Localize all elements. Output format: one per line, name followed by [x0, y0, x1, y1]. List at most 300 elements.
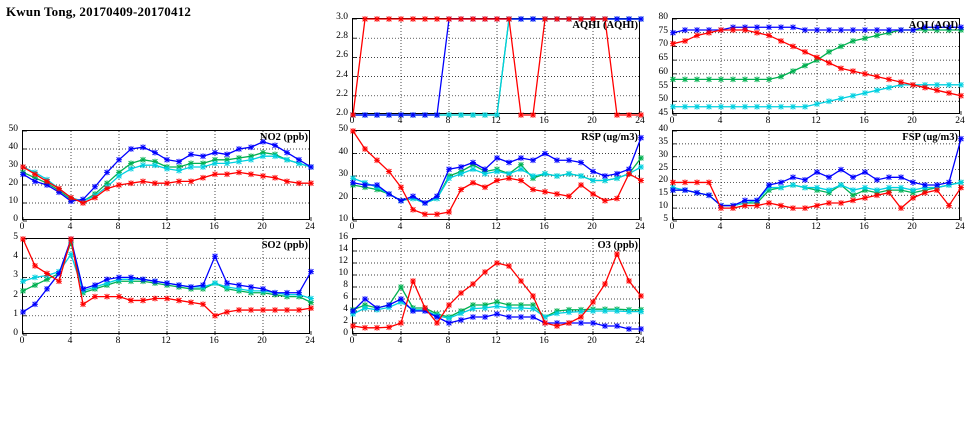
data-marker	[874, 87, 880, 93]
data-marker	[754, 76, 760, 82]
axis-tick-label-x: 16	[209, 336, 219, 346]
data-marker	[296, 157, 302, 163]
data-marker	[706, 76, 712, 82]
data-marker	[32, 282, 38, 288]
data-marker	[850, 93, 856, 99]
data-marker	[272, 153, 278, 159]
data-marker	[706, 192, 712, 198]
data-marker	[542, 151, 548, 157]
data-marker	[362, 305, 368, 311]
data-marker	[470, 314, 476, 320]
axis-tick-label-y: 40	[658, 124, 668, 134]
data-marker	[212, 313, 218, 319]
data-marker	[670, 180, 676, 186]
axis-tick-label-y: 30	[338, 169, 348, 179]
data-marker	[188, 179, 194, 185]
data-marker	[766, 200, 772, 206]
axis-tick-label-y: 60	[658, 66, 668, 77]
data-marker	[802, 205, 808, 211]
data-marker	[32, 275, 38, 281]
data-marker	[850, 68, 856, 74]
data-marker	[958, 180, 964, 186]
data-marker	[80, 200, 86, 206]
axis-tick-label-y: 8	[343, 280, 348, 290]
data-marker	[470, 112, 476, 118]
data-marker	[874, 177, 880, 183]
data-marker	[224, 309, 230, 315]
data-marker	[164, 166, 170, 172]
data-marker	[152, 162, 158, 168]
data-marker	[494, 169, 500, 175]
data-marker	[386, 16, 392, 22]
data-marker	[260, 173, 266, 179]
data-marker	[718, 205, 724, 211]
axis-tick-label-y: 40	[338, 146, 348, 157]
plot-canvas	[353, 239, 641, 335]
axis-tick-label-y: 2.2	[336, 88, 348, 99]
data-marker	[362, 146, 368, 152]
data-marker	[566, 193, 572, 199]
data-marker	[164, 180, 170, 186]
data-marker	[446, 209, 452, 215]
axis-tick-label-y: 0	[13, 214, 18, 224]
data-marker	[922, 182, 928, 188]
data-marker	[578, 173, 584, 179]
axis-tick-label-y: 6	[343, 292, 348, 302]
data-marker	[602, 308, 608, 314]
data-marker	[374, 112, 380, 118]
data-marker	[694, 190, 700, 196]
axis-tick-label-x: 8	[765, 222, 771, 232]
axis-tick-label-y: 3.0	[336, 12, 348, 22]
data-marker	[200, 164, 206, 170]
axis-tick-label-x: 0	[19, 336, 25, 346]
data-marker	[682, 76, 688, 82]
data-marker	[910, 82, 916, 88]
axis-tick-label-x: 20	[587, 336, 597, 346]
axis-tick-label-x: 16	[859, 222, 869, 232]
data-marker	[682, 27, 688, 33]
axis-tick-label-y: 2	[13, 289, 18, 300]
data-marker	[590, 169, 596, 175]
data-marker	[850, 174, 856, 180]
data-marker	[814, 203, 820, 209]
data-marker	[44, 271, 50, 277]
data-marker	[176, 159, 182, 165]
data-marker	[236, 170, 242, 176]
axis-tick-label-y: 3	[13, 270, 18, 281]
data-marker	[530, 157, 536, 163]
data-marker	[494, 260, 500, 266]
data-marker	[482, 184, 488, 190]
data-marker	[284, 290, 290, 296]
data-marker	[826, 174, 832, 180]
data-marker	[236, 282, 242, 288]
data-marker	[718, 76, 724, 82]
data-marker	[272, 143, 278, 149]
data-marker	[682, 38, 688, 44]
axis-tick-label-x: 4	[67, 222, 73, 232]
data-marker	[694, 33, 700, 39]
data-marker	[152, 150, 158, 156]
data-marker	[602, 173, 608, 179]
data-marker	[224, 152, 230, 158]
data-marker	[638, 293, 644, 299]
data-marker	[152, 278, 158, 284]
data-marker	[566, 171, 572, 177]
plot-canvas	[23, 239, 311, 335]
data-marker	[350, 323, 356, 329]
page-title: Kwun Tong, 20170409-20170412	[6, 4, 192, 19]
data-marker	[814, 185, 820, 191]
data-marker	[934, 87, 940, 93]
axis-tick-label-y: 45	[658, 108, 668, 118]
axis-tick-label-y: 10	[338, 214, 348, 224]
axis-tick-label-x: 16	[859, 116, 869, 126]
data-marker	[482, 166, 488, 172]
axis-tick-label-x: 0	[669, 116, 675, 126]
data-marker	[694, 76, 700, 82]
axis-tick-label-y: 15	[658, 188, 668, 199]
axis-tick-label-y: 0	[343, 328, 348, 338]
data-marker	[176, 298, 182, 304]
data-marker	[790, 205, 796, 211]
data-marker	[116, 275, 122, 281]
data-marker	[850, 198, 856, 204]
axis-tick-label-x: 24	[635, 222, 645, 232]
data-marker	[554, 191, 560, 197]
axis-tick-label-x: 0	[669, 222, 675, 232]
axis-tick-label-y: 50	[338, 124, 348, 134]
data-marker	[362, 112, 368, 118]
data-marker	[886, 174, 892, 180]
data-marker	[68, 195, 74, 201]
axis-tick-label-y: 20	[658, 175, 668, 186]
data-marker	[434, 211, 440, 217]
data-marker	[44, 286, 50, 292]
data-marker	[374, 157, 380, 163]
data-marker	[682, 180, 688, 186]
axis-tick-label-x: 4	[717, 222, 723, 232]
plot-canvas	[673, 131, 961, 221]
data-marker	[874, 74, 880, 80]
data-marker	[814, 101, 820, 107]
data-marker	[626, 171, 632, 177]
axis-tick-label-y: 20	[338, 191, 348, 202]
data-marker	[566, 309, 572, 315]
data-marker	[470, 281, 476, 287]
data-marker	[638, 309, 644, 315]
data-marker	[140, 157, 146, 163]
data-marker	[826, 187, 832, 193]
axis-tick-label-x: 20	[257, 336, 267, 346]
data-marker	[838, 167, 844, 173]
data-marker	[248, 144, 254, 150]
data-marker	[946, 203, 952, 209]
data-marker	[128, 146, 134, 152]
data-marker	[778, 185, 784, 191]
data-marker	[838, 96, 844, 102]
axis-tick-label-y: 65	[658, 53, 668, 64]
data-marker	[874, 33, 880, 39]
data-marker	[188, 299, 194, 305]
data-marker	[188, 164, 194, 170]
data-marker	[578, 314, 584, 320]
data-marker	[850, 38, 856, 44]
axis-tick-label-x: 8	[765, 116, 771, 126]
plot-title: FSP (ug/m3)	[902, 132, 958, 143]
plot-title: O3 (ppb)	[597, 240, 638, 251]
data-marker	[20, 236, 26, 242]
data-marker	[398, 198, 404, 204]
data-marker	[694, 180, 700, 186]
axis-tick-label-y: 1	[13, 308, 18, 319]
data-marker	[542, 171, 548, 177]
data-marker	[68, 236, 74, 242]
plot-area	[352, 238, 640, 334]
axis-tick-label-x: 20	[257, 222, 267, 232]
axis-tick-label-x: 12	[491, 222, 501, 232]
data-marker	[374, 325, 380, 331]
data-marker	[718, 104, 724, 110]
data-marker	[140, 144, 146, 150]
data-marker	[284, 179, 290, 185]
data-marker	[176, 282, 182, 288]
data-marker	[790, 182, 796, 188]
data-marker	[730, 27, 736, 33]
data-marker	[958, 82, 964, 88]
data-marker	[128, 166, 134, 172]
data-marker	[104, 294, 110, 300]
data-marker	[140, 162, 146, 168]
axis-tick-label-x: 16	[209, 222, 219, 232]
data-marker	[898, 79, 904, 85]
data-marker	[386, 302, 392, 308]
data-marker	[718, 27, 724, 33]
data-marker	[164, 280, 170, 286]
data-marker	[116, 157, 122, 163]
data-marker	[886, 185, 892, 191]
data-marker	[554, 311, 560, 317]
data-marker	[92, 184, 98, 190]
data-marker	[92, 282, 98, 288]
data-marker	[200, 282, 206, 288]
data-marker	[20, 288, 26, 294]
data-marker	[554, 173, 560, 179]
data-marker	[614, 308, 620, 314]
data-marker	[874, 187, 880, 193]
data-marker	[248, 284, 254, 290]
data-marker	[104, 170, 110, 176]
data-marker	[116, 182, 122, 188]
data-marker	[862, 35, 868, 41]
plot-title: SO2 (ppb)	[261, 240, 308, 251]
data-marker	[398, 16, 404, 22]
plot-area	[672, 18, 960, 114]
data-marker	[742, 104, 748, 110]
data-marker	[224, 280, 230, 286]
axis-tick-label-x: 12	[161, 222, 171, 232]
data-marker	[470, 180, 476, 186]
data-marker	[494, 303, 500, 309]
data-marker	[898, 205, 904, 211]
axis-tick-label-x: 16	[539, 116, 549, 126]
data-marker	[164, 157, 170, 163]
data-marker	[494, 311, 500, 317]
data-marker	[802, 63, 808, 69]
data-marker	[296, 180, 302, 186]
data-marker	[212, 280, 218, 286]
data-marker	[886, 190, 892, 196]
data-marker	[458, 290, 464, 296]
data-marker	[116, 294, 122, 300]
axis-tick-label-x: 8	[115, 222, 121, 232]
data-marker	[838, 44, 844, 50]
axis-tick-label-y: 0	[13, 328, 18, 338]
data-marker	[20, 278, 26, 284]
data-marker	[778, 74, 784, 80]
data-marker	[766, 182, 772, 188]
data-marker	[272, 307, 278, 313]
axis-tick-label-y: 2.0	[336, 108, 348, 118]
axis-tick-label-y: 4	[343, 304, 348, 314]
data-marker	[494, 178, 500, 184]
data-marker	[422, 16, 428, 22]
data-marker	[212, 161, 218, 167]
axis-tick-label-x: 4	[397, 336, 403, 346]
data-marker	[886, 76, 892, 82]
data-marker	[826, 200, 832, 206]
data-marker	[260, 286, 266, 292]
data-marker	[236, 146, 242, 152]
axis-tick-label-x: 4	[397, 116, 403, 126]
data-marker	[398, 320, 404, 326]
axis-tick-label-x: 24	[955, 222, 965, 232]
data-marker	[626, 309, 632, 315]
data-marker	[20, 171, 26, 177]
data-marker	[434, 320, 440, 326]
data-marker	[530, 314, 536, 320]
data-marker	[458, 317, 464, 323]
axis-tick-label-y: 5	[13, 232, 18, 242]
axis-tick-label-x: 4	[717, 116, 723, 126]
data-marker	[32, 301, 38, 307]
axis-tick-label-x: 8	[445, 336, 451, 346]
data-marker	[862, 169, 868, 175]
data-marker	[56, 278, 62, 284]
data-marker	[706, 104, 712, 110]
data-marker	[910, 195, 916, 201]
data-marker	[350, 180, 356, 186]
data-marker	[128, 161, 134, 167]
data-marker	[898, 174, 904, 180]
axis-tick-label-y: 2.8	[336, 31, 348, 42]
data-marker	[506, 160, 512, 166]
data-marker	[730, 205, 736, 211]
data-marker	[482, 269, 488, 275]
data-marker	[116, 173, 122, 179]
plot-canvas	[353, 19, 641, 115]
data-marker	[742, 76, 748, 82]
data-marker	[398, 284, 404, 290]
data-marker	[790, 44, 796, 50]
data-marker	[862, 195, 868, 201]
data-marker	[386, 191, 392, 197]
data-marker	[224, 161, 230, 167]
data-marker	[32, 171, 38, 177]
data-marker	[838, 182, 844, 188]
data-marker	[826, 60, 832, 66]
data-marker	[104, 276, 110, 282]
data-marker	[850, 192, 856, 198]
axis-tick-label-y: 35	[658, 136, 668, 147]
data-marker	[614, 171, 620, 177]
data-marker	[554, 323, 560, 329]
data-marker	[946, 90, 952, 96]
data-marker	[742, 198, 748, 204]
data-marker	[590, 299, 596, 305]
data-marker	[590, 308, 596, 314]
data-marker	[308, 296, 314, 302]
axis-tick-label-x: 20	[907, 116, 917, 126]
data-marker	[754, 104, 760, 110]
axis-tick-label-y: 2.6	[336, 50, 348, 61]
axis-tick-label-y: 55	[658, 80, 668, 91]
data-marker	[248, 171, 254, 177]
data-marker	[20, 309, 26, 315]
data-marker	[682, 104, 688, 110]
data-marker	[140, 276, 146, 282]
data-marker	[802, 104, 808, 110]
data-marker	[398, 184, 404, 190]
data-marker	[578, 182, 584, 188]
data-marker	[778, 104, 784, 110]
axis-tick-label-x: 24	[305, 222, 315, 232]
data-marker	[790, 174, 796, 180]
data-marker	[670, 187, 676, 193]
data-marker	[958, 24, 964, 30]
data-marker	[530, 173, 536, 179]
data-marker	[308, 269, 314, 275]
data-marker	[224, 171, 230, 177]
data-marker	[272, 290, 278, 296]
axis-tick-label-y: 50	[658, 94, 668, 105]
data-marker	[362, 182, 368, 188]
data-marker	[542, 189, 548, 195]
data-marker	[284, 307, 290, 313]
data-marker	[518, 155, 524, 161]
axis-tick-label-x: 8	[115, 336, 121, 346]
axis-tick-label-y: 12	[338, 256, 348, 266]
data-marker	[212, 171, 218, 177]
axis-tick-label-x: 24	[955, 116, 965, 126]
data-marker	[236, 159, 242, 165]
data-marker	[934, 187, 940, 193]
data-marker	[670, 76, 676, 82]
data-marker	[458, 187, 464, 193]
data-marker	[778, 38, 784, 44]
axis-tick-label-y: 10	[658, 201, 668, 212]
axis-tick-label-x: 24	[635, 336, 645, 346]
axis-tick-label-y: 10	[8, 196, 18, 206]
plot-title: RSP (ug/m3)	[581, 132, 638, 143]
data-marker	[248, 307, 254, 313]
data-marker	[814, 55, 820, 61]
data-marker	[670, 41, 676, 47]
data-marker	[248, 157, 254, 163]
data-marker	[458, 171, 464, 177]
data-marker	[470, 306, 476, 312]
